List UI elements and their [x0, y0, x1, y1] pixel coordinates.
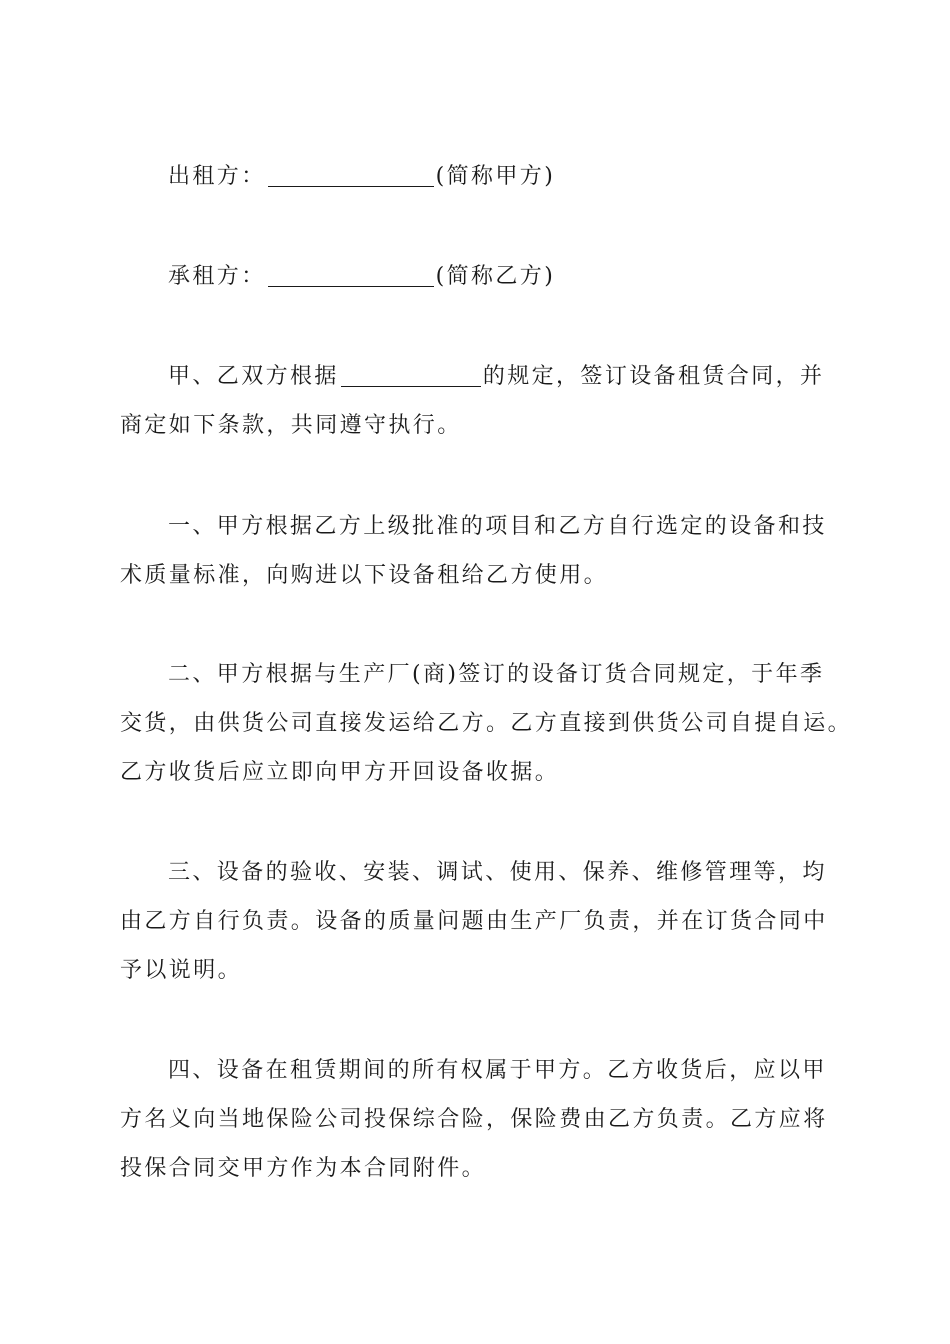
clause-3-line-3: 予以说明。 [120, 958, 243, 983]
clause-2-line-3: 乙方收货后应立即向甲方开回设备收据。 [120, 760, 560, 785]
lessee-suffix: (简称乙方) [435, 264, 556, 289]
lessor-name-blank[interactable] [268, 162, 434, 187]
intro-text-2: 的规定，签订设备租赁合同，并 [482, 364, 825, 389]
clause-4-line-3: 投保合同交甲方作为本合同附件。 [120, 1156, 487, 1181]
clause-1 [120, 502, 835, 600]
clause-4 [120, 1046, 835, 1193]
clause-2 [120, 650, 853, 797]
intro-text-line2: 商定如下条款，共同遵守执行。 [120, 413, 462, 438]
clause-2-line-2: 交货，由供货公司直接发运给乙方。乙方直接到供货公司自提自运。 [120, 711, 853, 736]
clause-3-line-2: 由乙方自行负责。设备的质量问题由生产厂负责，并在订货合同中 [120, 909, 828, 934]
lessee-line [120, 252, 835, 301]
lessee-label: 承租方： [168, 264, 266, 289]
clause-3 [120, 848, 835, 995]
lessor-label: 出租方： [168, 164, 266, 189]
clause-1-line-1: 一、甲方根据乙方上级批准的项目和乙方自行选定的设备和技 [168, 514, 827, 539]
clause-4-line-1: 四、设备在租赁期间的所有权属于甲方。乙方收货后，应以甲 [168, 1058, 827, 1083]
clause-4-line-2: 方名义向当地保险公司投保综合险，保险费由乙方负责。乙方应将 [120, 1107, 828, 1132]
intro-paragraph [120, 352, 835, 450]
clause-1-line-2: 术质量标准，向购进以下设备租给乙方使用。 [120, 563, 609, 588]
clause-2-line-1: 二、甲方根据与生产厂(商)签订的设备订货合同规定，于年季 [168, 662, 825, 687]
lessee-name-blank[interactable] [268, 262, 434, 287]
lessor-line [120, 152, 835, 201]
intro-text-1: 甲、乙双方根据 [168, 364, 339, 389]
law-reference-blank[interactable] [341, 362, 481, 387]
lessor-suffix: (简称甲方) [435, 164, 556, 189]
clause-3-line-1: 三、设备的验收、安装、调试、使用、保养、维修管理等，均 [168, 860, 827, 885]
